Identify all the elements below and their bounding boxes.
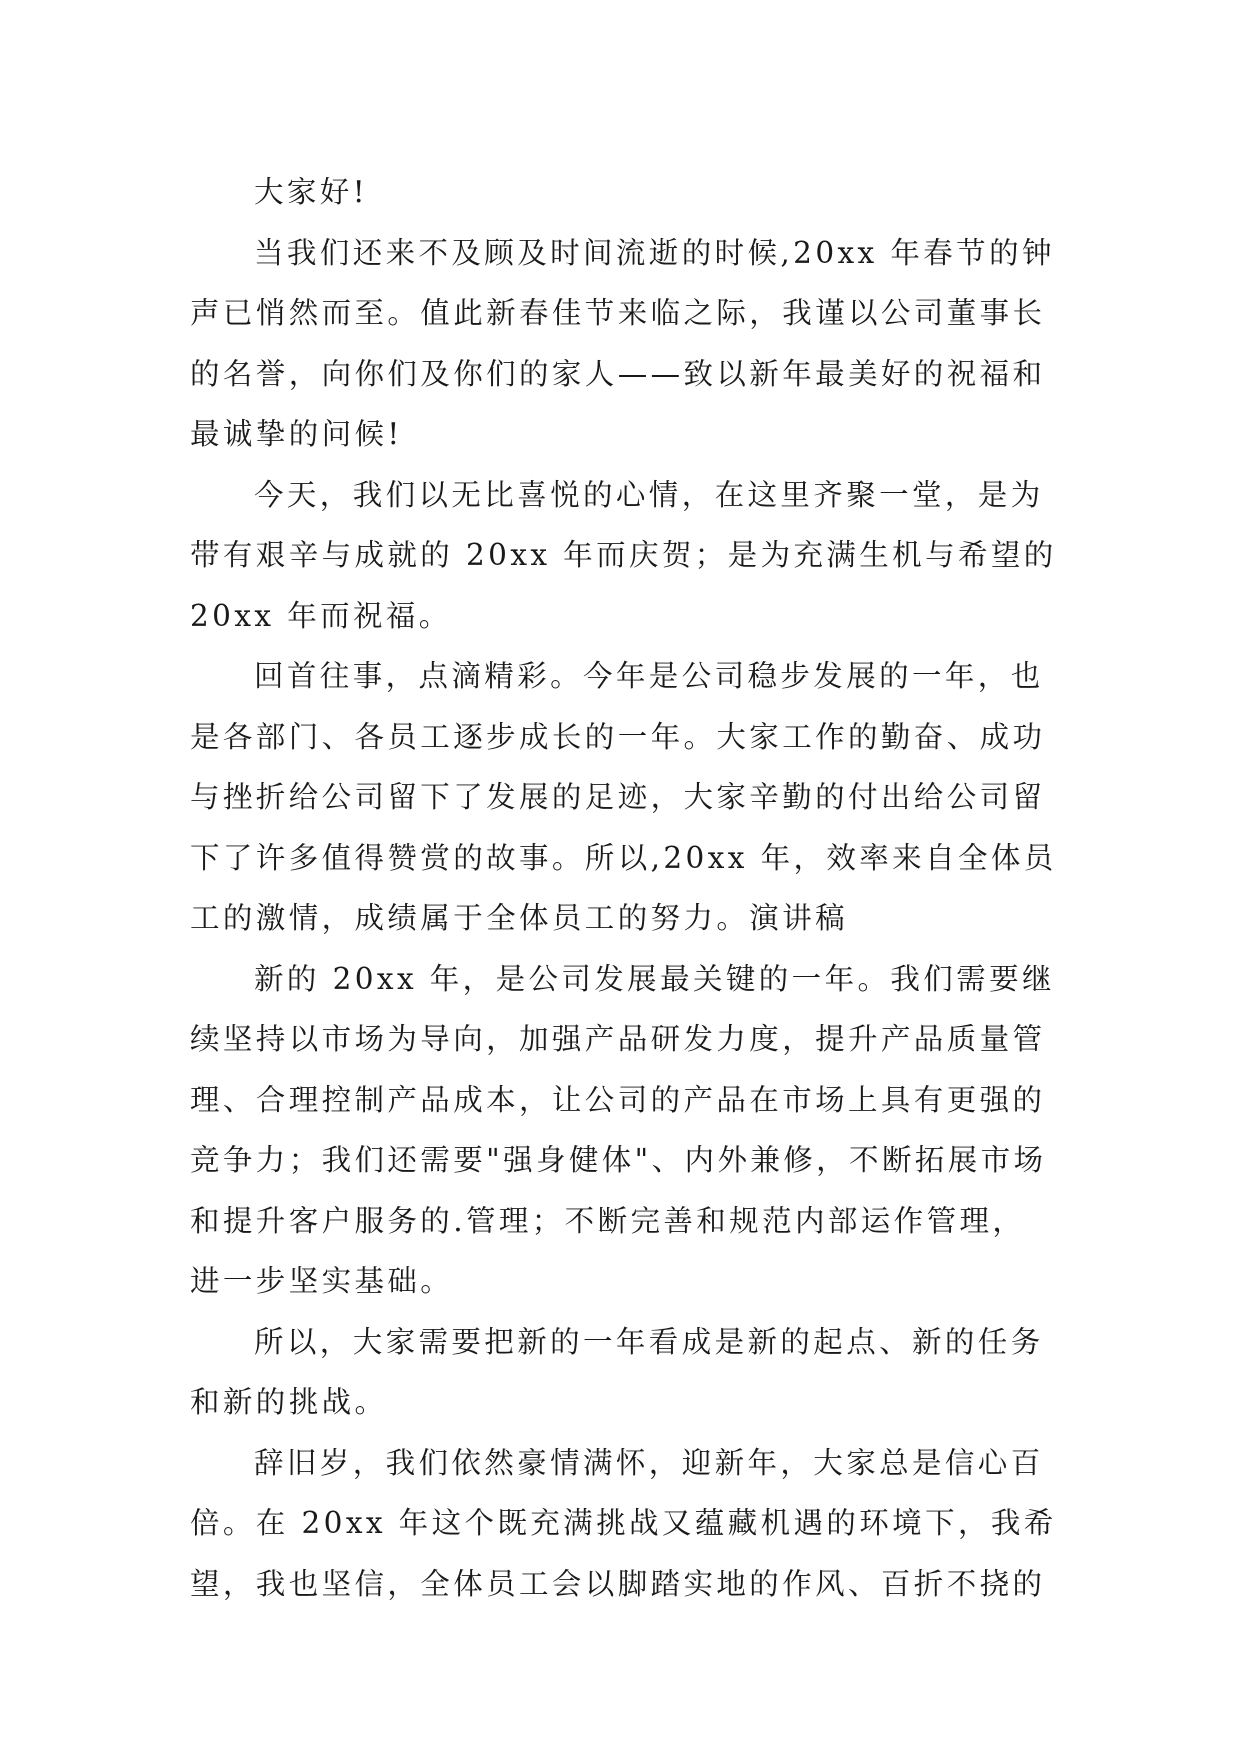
text-line: 回首往事，点滴精彩。今年是公司稳步发展的一年，也 bbox=[254, 659, 1044, 693]
text-line: 最诚挚的问候! bbox=[190, 417, 403, 451]
text-line: 今天，我们以无比喜悦的心情，在这里齐聚一堂，是为 bbox=[254, 477, 1044, 512]
text-line: 和提升客户服务的.管理；不断完善和规范内部运作管理， bbox=[190, 1203, 1026, 1238]
text-line: 是各部门、各员工逐步成长的一年。大家工作的勤奋、成功 bbox=[190, 719, 1046, 754]
text-line: 新的 20xx 年，是公司发展最关键的一年。我们需要继 bbox=[254, 961, 1055, 996]
text-line: 和新的挑战。 bbox=[190, 1385, 388, 1419]
text-line: 竞争力；我们还需要"强身健体"、内外兼修，不断拓展市场 bbox=[190, 1143, 1047, 1177]
text-line: 下了许多值得赞赏的故事。所以,20xx 年，效率来自全体员 bbox=[190, 840, 1057, 875]
text-line: 续坚持以市场为导向，加强产品研发力度，提升产品质量管 bbox=[190, 1022, 1046, 1056]
text-line: 的名誉，向你们及你们的家人——致以新年最美好的祝福和 bbox=[190, 356, 1046, 391]
text-line: 工的激情，成绩属于全体员工的努力。演讲稿 bbox=[190, 901, 849, 935]
text-line: 大家好! bbox=[254, 175, 368, 209]
text-line: 所以，大家需要把新的一年看成是新的起点、新的任务 bbox=[254, 1324, 1044, 1359]
text-line: 与挫折给公司留下了发展的足迹，大家辛勤的付出给公司留 bbox=[190, 780, 1046, 814]
text-line: 20xx 年而祝福。 bbox=[190, 598, 452, 633]
text-line: 倍。在 20xx 年这个既充满挑战又蕴藏机遇的环境下，我希 bbox=[190, 1506, 1057, 1540]
text-line: 望，我也坚信，全体员工会以脚踏实地的作风、百折不挠的 bbox=[190, 1566, 1046, 1601]
text-line: 辞旧岁，我们依然豪情满怀，迎新年，大家总是信心百 bbox=[254, 1445, 1044, 1480]
text-line: 当我们还来不及顾及时间流逝的时候,20xx 年春节的钟 bbox=[254, 235, 1055, 270]
text-line: 理、合理控制产品成本，让公司的产品在市场上具有更强的 bbox=[190, 1082, 1046, 1117]
text-line: 声已悄然而至。值此新春佳节来临之际，我谨以公司董事长 bbox=[190, 296, 1046, 330]
speech-text-body bbox=[190, 162, 1057, 1614]
text-line: 进一步坚实基础。 bbox=[190, 1264, 454, 1298]
text-line: 带有艰辛与成就的 20xx 年而庆贺；是为充满生机与希望的 bbox=[190, 538, 1057, 572]
